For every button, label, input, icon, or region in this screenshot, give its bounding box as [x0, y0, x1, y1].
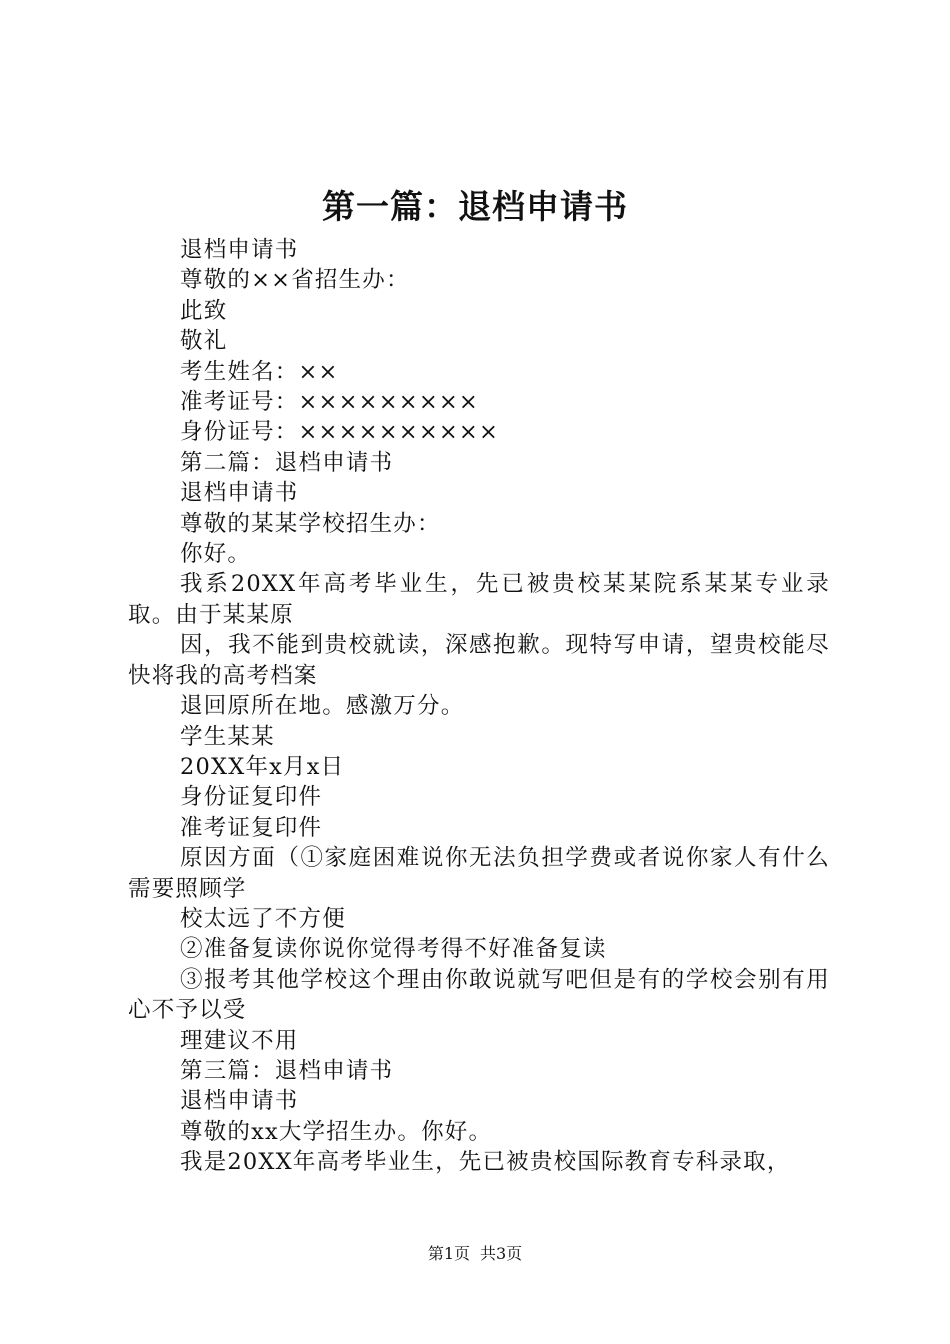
paragraph: 准考证号：×××××××××: [180, 389, 479, 416]
paragraph: 此致: [180, 297, 228, 324]
paragraph: 学生某某: [180, 723, 275, 750]
paragraph: 你好。: [180, 541, 252, 568]
document-body: [128, 235, 830, 1178]
paragraph: 尊敬的××省招生办：: [180, 267, 410, 294]
paragraph: ③报考其他学校这个理由你敢说就写吧但是有的学校会别有用心不予以受: [128, 966, 830, 1024]
section-heading: 第三篇：退档申请书: [180, 1057, 394, 1084]
paragraph: 20XX年x月x日: [180, 753, 345, 780]
paragraph: 理建议不用: [180, 1027, 299, 1054]
paragraph: 身份证号：××××××××××: [180, 419, 500, 446]
paragraph: 身份证复印件: [180, 784, 323, 811]
paragraph: 因，我不能到贵校就读，深感抱歉。现特写申请，望贵校能尽快将我的高考档案: [128, 632, 830, 689]
paragraph: 我系20XX年高考毕业生，先已被贵校某某院系某某专业录取。由于某某原: [128, 571, 830, 628]
page-footer: [0, 1243, 950, 1265]
document-title: 第一篇：退档申请书: [322, 187, 628, 226]
paragraph: 退档申请书: [180, 1088, 299, 1115]
paragraph: 我是20XX年高考毕业生，先已被贵校国际教育专科录取，: [180, 1149, 791, 1176]
paragraph: 敬礼: [180, 328, 228, 355]
paragraph: 准考证复印件: [180, 814, 323, 841]
paragraph: 退档申请书: [180, 237, 299, 263]
paragraph: 退回原所在地。感激万分。: [180, 693, 465, 720]
paragraph: 原因方面（①家庭困难说你无法负担学费或者说你家人有什么需要照顾学: [128, 845, 830, 902]
paragraph: 校太远了不方便: [180, 905, 346, 932]
section-heading: 第二篇：退档申请书: [180, 449, 394, 476]
paragraph: 退档申请书: [180, 480, 299, 507]
paragraph: ②准备复读你说你觉得考得不好准备复读: [180, 936, 607, 963]
page-total: 共3页: [480, 1244, 523, 1263]
paragraph: 尊敬的某某学校招生办：: [180, 510, 441, 537]
paragraph: 尊敬的xx大学招生办。你好。: [180, 1118, 493, 1145]
paragraph: 考生姓名：××: [180, 358, 339, 385]
page-number: 第1页: [427, 1244, 470, 1263]
